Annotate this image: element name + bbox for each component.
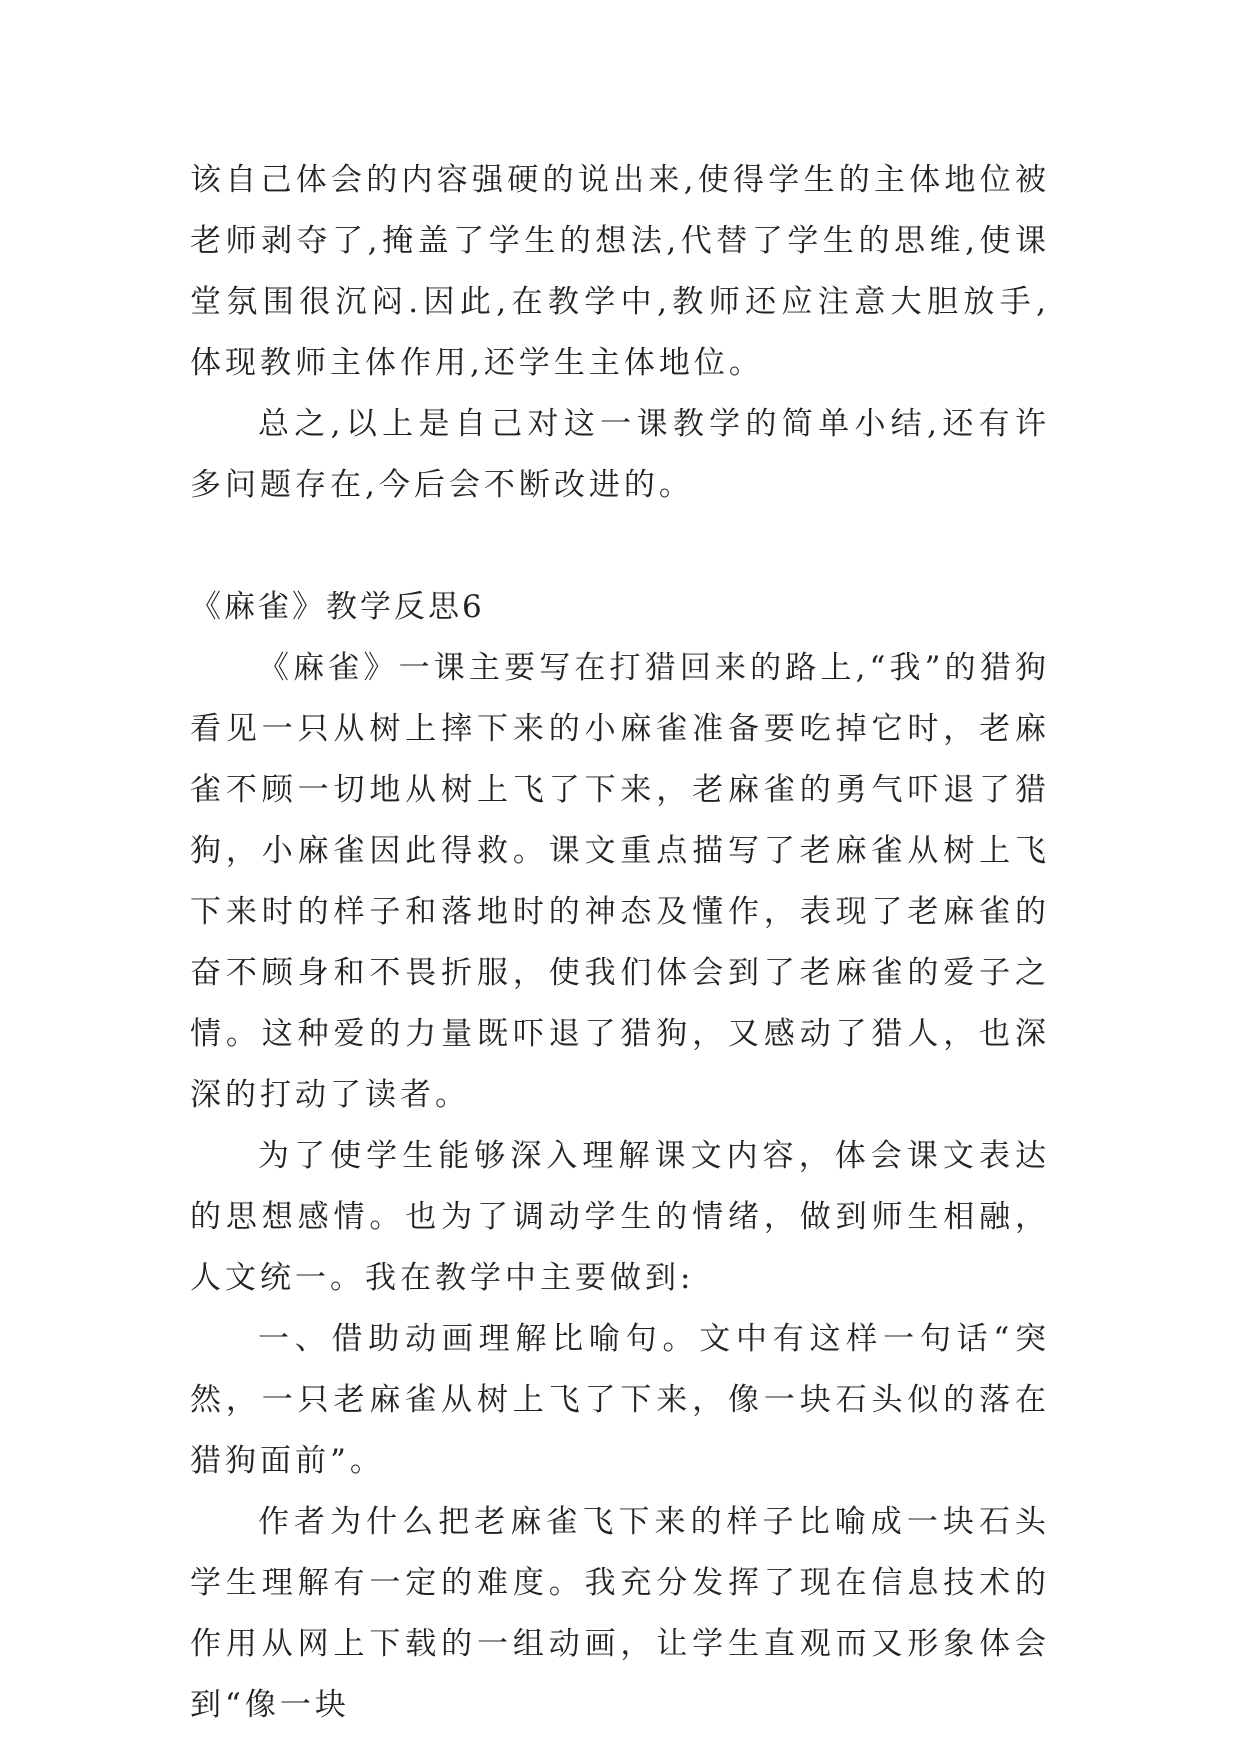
- paragraph-continued: 该自己体会的内容强硬的说出来,使得学生的主体地位被老师剥夺了,掩盖了学生的想法,代替了学生的思维,使课堂氛围很沉闷.因此,在教学中,教师还应注意大胆放手,体现教师主体作用,还学生主体地位。: [190, 162, 1050, 381]
- paragraph-2: 为了使学生能够深入理解课文内容，体会课文表达的思想感情。也为了调动学生的情绪，做到师生相融，人文统一。我在教学中主要做到:: [190, 1138, 1050, 1296]
- paragraph-1: 《麻雀》一课主要写在打猎回来的路上,“我”的猎狗看见一只从树上摔下来的小麻雀准备要吃掉它时，老麻雀不顾一切地从树上飞了下来，老麻雀的勇气吓退了猎狗，小麻雀因此得救。课文重点描写了老麻雀从树上飞下来时的样子和落地时的神态及懂作，表现了老麻雀的奋不顾身和不畏折服，使我们体会到了老麻雀的爱子之情。这种爱的力量既吓退了猎狗，又感动了猎人，也深深的打动了读者。: [190, 650, 1050, 1113]
- section-spacer: [190, 516, 1050, 577]
- section-title: 《麻雀》教学反思6: [190, 589, 485, 625]
- paragraph-summary: 总之,以上是自己对这一课教学的简单小结,还有许多问题存在,今后会不断改进的。: [190, 406, 1050, 503]
- paragraph-3: 一、借助动画理解比喻句。文中有这样一句话“突然，一只老麻雀从树上飞了下来，像一块石头似的落在猎狗面前”。: [190, 1321, 1050, 1479]
- paragraph-4: 作者为什么把老麻雀飞下来的样子比喻成一块石头学生理解有一定的难度。我充分发挥了现在信息技术的作用从网上下载的一组动画，让学生直观而又形象体会到“像一块: [190, 1504, 1050, 1723]
- document-page: [190, 150, 1050, 1736]
